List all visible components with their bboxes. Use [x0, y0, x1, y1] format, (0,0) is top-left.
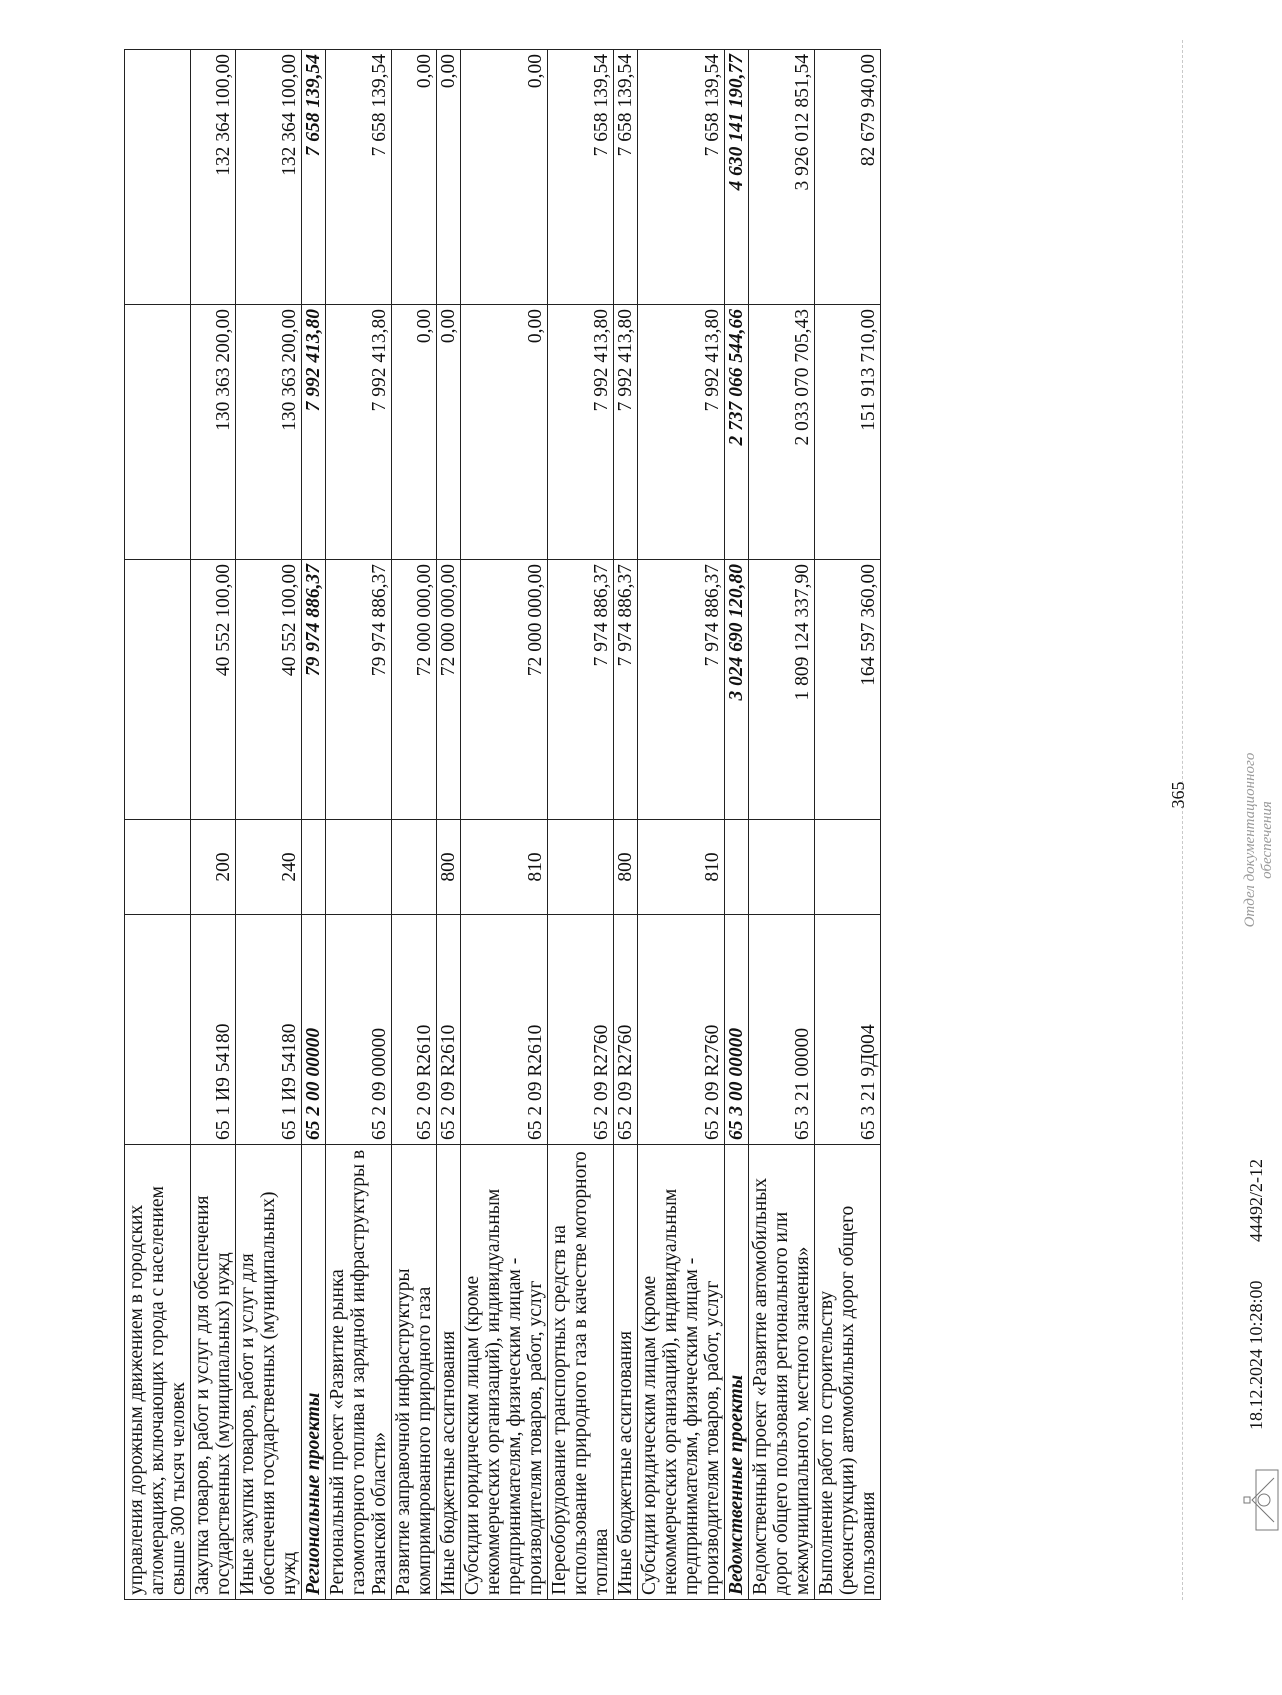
- table-row: [191, 50, 236, 1600]
- row-value-2026-cell: 4 630 141 190,77: [725, 50, 749, 305]
- row-value-2024-cell: 1 809 124 337,90: [749, 560, 815, 820]
- row-value-2024-cell: 79 974 886,37: [326, 560, 392, 820]
- table-row: [437, 50, 461, 1600]
- row-name-cell: Иные бюджетные ассигнования: [614, 1145, 638, 1600]
- row-value-2025-cell: [125, 305, 191, 560]
- table-row: [125, 50, 191, 1600]
- row-value-2024-cell: 7 974 886,37: [638, 560, 725, 820]
- row-value-2026-cell: 132 364 100,00: [191, 50, 236, 305]
- page-number: 365: [1168, 781, 1188, 809]
- row-value-2025-cell: 7 992 413,80: [638, 305, 725, 560]
- row-kind-cell: 810: [461, 820, 548, 915]
- row-code-cell: 65 2 09 00000: [326, 915, 392, 1145]
- row-name-cell: Субсидии юридическим лицам (кроме некоммерческих организаций), индивидуальным предпринимателям, физическим лицам - производителям товаров, работ, услуг: [638, 1145, 725, 1600]
- row-kind-cell: [302, 820, 326, 915]
- row-value-2025-cell: 7 992 413,80: [302, 305, 326, 560]
- row-code-cell: 65 3 21 9Д004: [815, 915, 881, 1145]
- row-kind-cell: 200: [191, 820, 236, 915]
- table-row: [548, 50, 614, 1600]
- row-value-2026-cell: 0,00: [461, 50, 548, 305]
- table-row: [461, 50, 548, 1600]
- table-row: [614, 50, 638, 1600]
- footer-document-id: 44492/2-12: [1246, 1159, 1266, 1242]
- rotated-page: [124, 0, 1275, 1600]
- row-value-2024-cell: 72 000 000,00: [461, 560, 548, 820]
- row-code-cell: 65 2 09 R2610: [461, 915, 548, 1145]
- row-kind-cell: [392, 820, 437, 915]
- row-kind-cell: 810: [638, 820, 725, 915]
- row-kind-cell: [725, 820, 749, 915]
- row-value-2025-cell: 0,00: [461, 305, 548, 560]
- row-code-cell: 65 1 И9 54180: [236, 915, 302, 1145]
- row-code-cell: 65 2 00 00000: [302, 915, 326, 1145]
- row-value-2026-cell: 7 658 139,54: [614, 50, 638, 305]
- table-row: [392, 50, 437, 1600]
- department-stamp: Отдел документационного обеспечения: [1242, 752, 1275, 928]
- row-value-2024-cell: 40 552 100,00: [236, 560, 302, 820]
- row-name-cell: Иные закупки товаров, работ и услуг для обеспечения государственных (муниципальных) нужд: [236, 1145, 302, 1600]
- budget-table: [124, 49, 881, 1600]
- row-value-2024-cell: 3 024 690 120,80: [725, 560, 749, 820]
- row-code-cell: 65 2 09 R2760: [548, 915, 614, 1145]
- row-value-2026-cell: 132 364 100,00: [236, 50, 302, 305]
- row-value-2025-cell: 2 737 066 544,66: [725, 305, 749, 560]
- table-row: [302, 50, 326, 1600]
- row-kind-cell: [125, 820, 191, 915]
- row-name-cell: Развитие заправочной инфраструктуры компримированного природного газа: [392, 1145, 437, 1600]
- row-kind-cell: [548, 820, 614, 915]
- row-value-2025-cell: 0,00: [392, 305, 437, 560]
- row-name-cell: Ведомственный проект «Развитие автомобильных дорог общего пользования регионального или межмуниципального, местного значения»: [749, 1145, 815, 1600]
- row-value-2026-cell: [125, 50, 191, 305]
- row-value-2025-cell: 0,00: [437, 305, 461, 560]
- table-row: [638, 50, 725, 1600]
- footer-date: 18.12.2024 10:28:00: [1246, 1280, 1266, 1430]
- row-code-cell: 65 3 21 00000: [749, 915, 815, 1145]
- row-code-cell: 65 2 09 R2610: [392, 915, 437, 1145]
- table-row: [815, 50, 881, 1600]
- row-name-cell: Выполнение работ по строительству (реконструкции) автомобильных дорог общего пользования: [815, 1145, 881, 1600]
- row-value-2026-cell: 7 658 139,54: [302, 50, 326, 305]
- row-value-2025-cell: 130 363 200,00: [236, 305, 302, 560]
- row-value-2024-cell: [125, 560, 191, 820]
- row-name-cell: Ведомственные проекты: [725, 1145, 749, 1600]
- row-name-cell: Региональные проекты: [302, 1145, 326, 1600]
- row-value-2024-cell: 72 000 000,00: [392, 560, 437, 820]
- row-kind-cell: 800: [437, 820, 461, 915]
- row-value-2024-cell: 40 552 100,00: [191, 560, 236, 820]
- row-value-2025-cell: 7 992 413,80: [548, 305, 614, 560]
- row-kind-cell: 240: [236, 820, 302, 915]
- row-code-cell: 65 2 09 R2760: [614, 915, 638, 1145]
- row-value-2026-cell: 0,00: [437, 50, 461, 305]
- row-value-2025-cell: 7 992 413,80: [326, 305, 392, 560]
- row-kind-cell: [815, 820, 881, 915]
- row-name-cell: Иные бюджетные ассигнования: [437, 1145, 461, 1600]
- row-name-cell: Субсидии юридическим лицам (кроме некоммерческих организаций), индивидуальным предпринимателям, физическим лицам - производителям товаров, работ, услуг: [461, 1145, 548, 1600]
- table-row: [749, 50, 815, 1600]
- row-name-cell: Закупка товаров, работ и услуг для обеспечения государственных (муниципальных) нужд: [191, 1145, 236, 1600]
- row-value-2025-cell: 7 992 413,80: [614, 305, 638, 560]
- row-value-2024-cell: 79 974 886,37: [302, 560, 326, 820]
- row-kind-cell: [326, 820, 392, 915]
- row-code-cell: 65 3 00 00000: [725, 915, 749, 1145]
- row-value-2024-cell: 7 974 886,37: [548, 560, 614, 820]
- row-value-2026-cell: 7 658 139,54: [548, 50, 614, 305]
- row-name-cell: Региональный проект «Развитие рынка газомоторного топлива и зарядной инфраструктуры в Рязанской области»: [326, 1145, 392, 1600]
- row-value-2024-cell: 72 000 000,00: [437, 560, 461, 820]
- row-code-cell: 65 1 И9 54180: [191, 915, 236, 1145]
- budget-table-body: [125, 50, 881, 1600]
- row-value-2026-cell: 7 658 139,54: [326, 50, 392, 305]
- row-value-2026-cell: 0,00: [392, 50, 437, 305]
- row-code-cell: 65 2 09 R2760: [638, 915, 725, 1145]
- row-value-2024-cell: 164 597 360,00: [815, 560, 881, 820]
- row-kind-cell: 800: [614, 820, 638, 915]
- row-value-2026-cell: 82 679 940,00: [815, 50, 881, 305]
- row-value-2026-cell: 7 658 139,54: [638, 50, 725, 305]
- table-row: [326, 50, 392, 1600]
- row-value-2026-cell: 3 926 012 851,54: [749, 50, 815, 305]
- row-value-2025-cell: 151 913 710,00: [815, 305, 881, 560]
- row-code-cell: [125, 915, 191, 1145]
- organization-logo-icon: [1242, 1470, 1282, 1530]
- table-row: [236, 50, 302, 1600]
- row-code-cell: 65 2 09 R2610: [437, 915, 461, 1145]
- row-value-2025-cell: 2 033 070 705,43: [749, 305, 815, 560]
- row-name-cell: Переоборудование транспортных средств на использование природного газа в качестве моторного топлива: [548, 1145, 614, 1600]
- row-name-cell: управления дорожным движением в городских агломерациях, включающих города с населением свыше 300 тысяч человек: [125, 1145, 191, 1600]
- row-kind-cell: [749, 820, 815, 915]
- row-value-2025-cell: 130 363 200,00: [191, 305, 236, 560]
- row-value-2024-cell: 7 974 886,37: [614, 560, 638, 820]
- table-row: [725, 50, 749, 1600]
